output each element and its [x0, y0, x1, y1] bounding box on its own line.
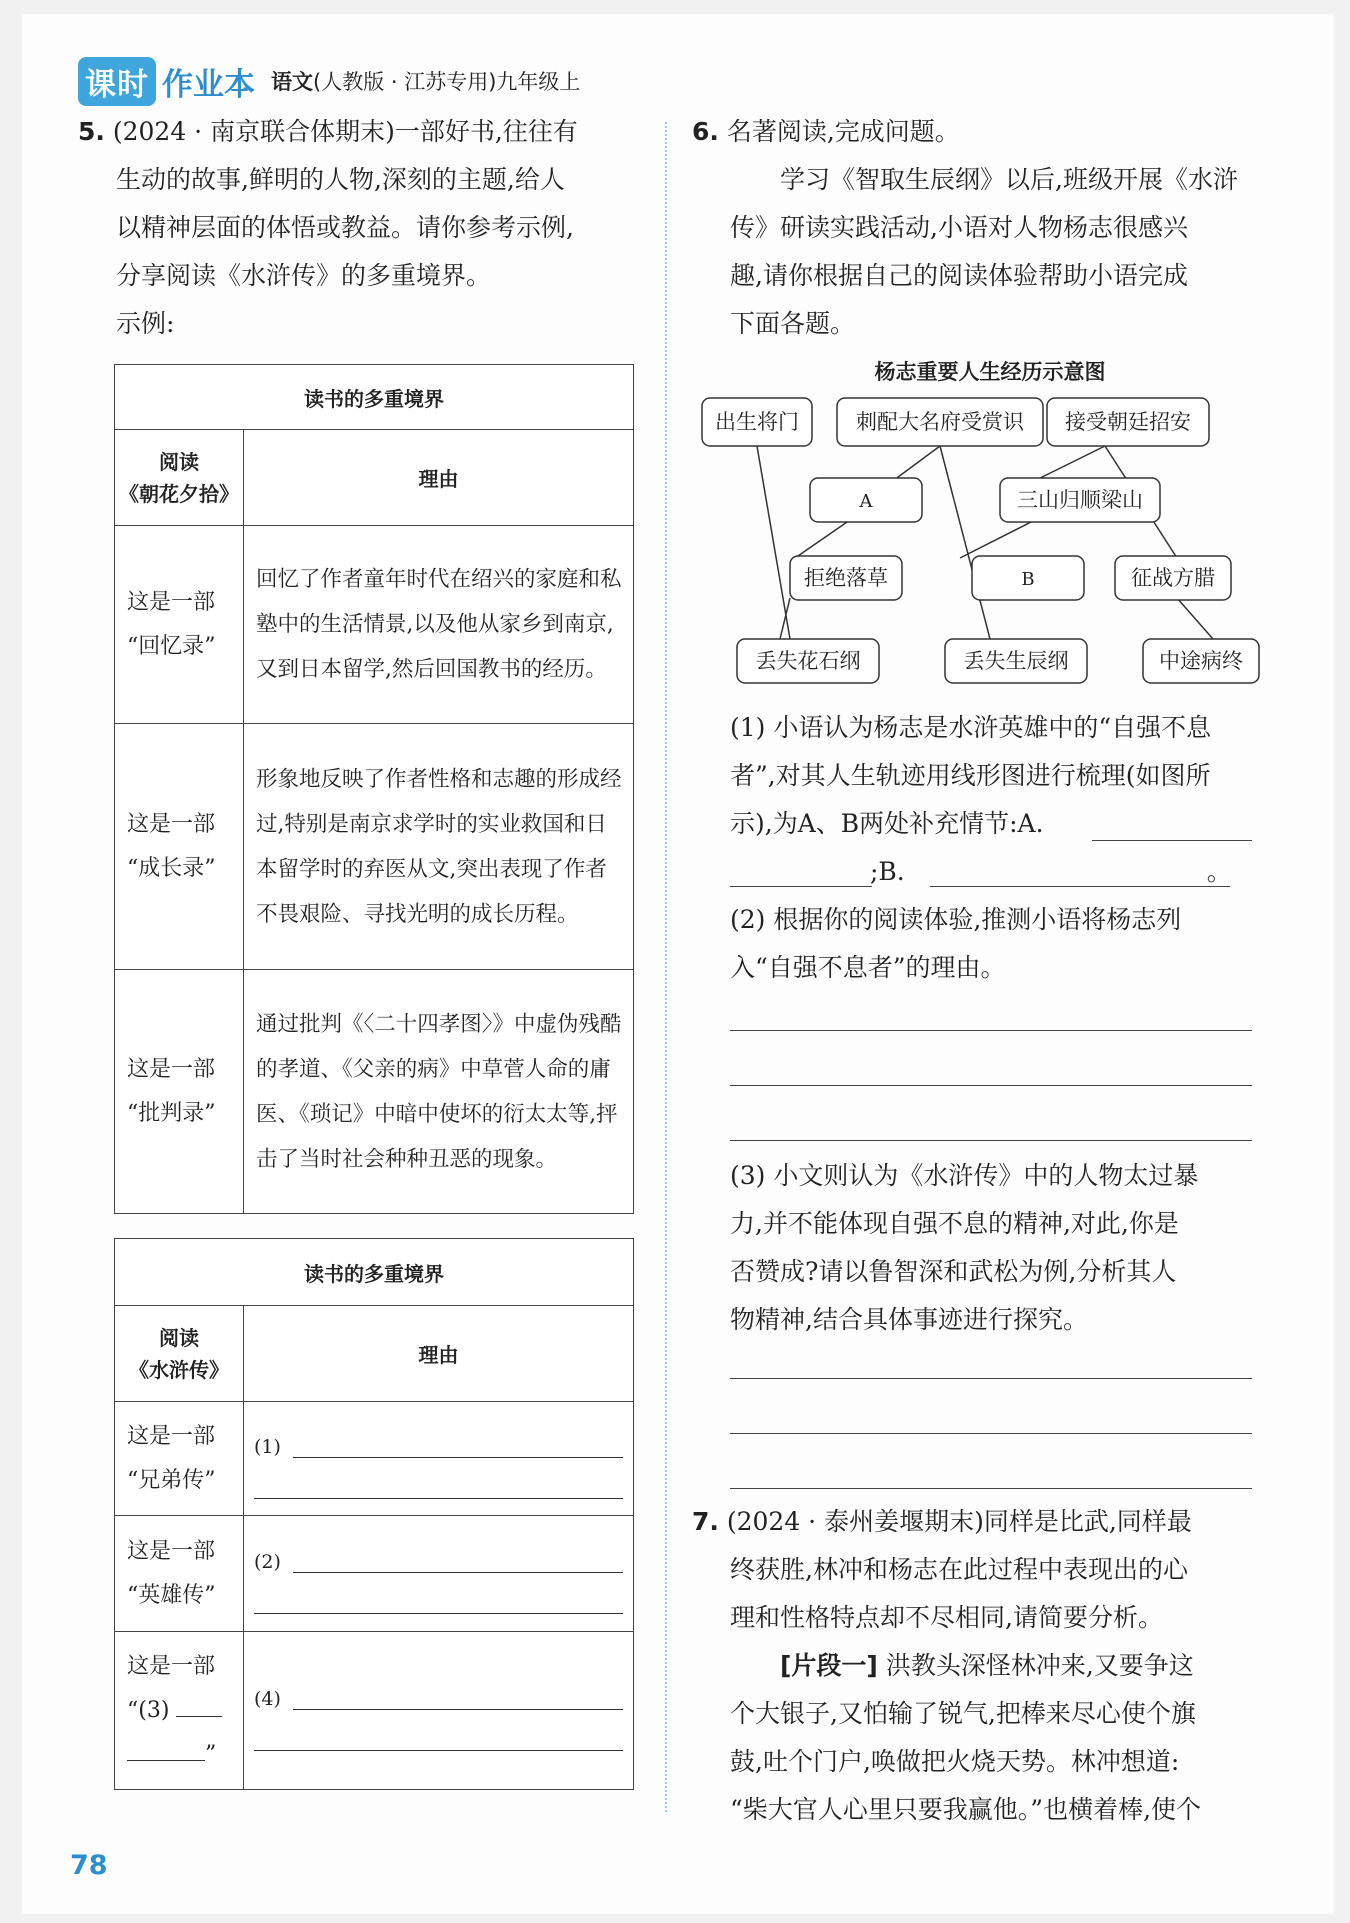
row-label-line: 这是一部 [127, 1653, 216, 1679]
table2-row [115, 1516, 634, 1632]
row-label-line: 这是一部 [127, 1056, 216, 1082]
node-b: B [1021, 569, 1035, 590]
table1-col1-header-line2: 《朝花夕拾》 [119, 481, 239, 506]
node-refuse: 拒绝落草 [804, 566, 888, 590]
q6-sub1-end: 。 [1206, 857, 1232, 886]
table1-row1-reason: 回忆了作者童年时代在绍兴的家庭和私塾中的生活情景,以及他从家乡到南京,又到日本留学,然后回国教书的经历。 [244, 526, 634, 724]
q5-text-3: 以精神层面的体悟或教益。请你参考示例, [116, 213, 574, 242]
q7-text-3: 理和性格特点却不尽相同,请简要分析。 [730, 1603, 1163, 1632]
q7-text-2: 终获胜,林冲和杨志在此过程中表现出的心 [730, 1555, 1188, 1584]
q6-sub2-line-2: 入“自强不息者”的理由。 [730, 953, 1006, 982]
brand-logo-zuoyeben: 作业本 [162, 66, 255, 103]
row-label-line: “回忆录” [127, 633, 216, 659]
table1-row3-label [115, 970, 244, 1214]
answer-line [293, 1435, 623, 1458]
q6-sub1-line-4 [730, 848, 1255, 896]
diagram-title: 杨志重要人生经历示意图 [874, 360, 1106, 384]
connector-assigned-lose-birthday [940, 446, 990, 639]
answer-line [254, 1458, 623, 1499]
table2-col1-header-line2: 《水浒传》 [129, 1357, 229, 1382]
table1-col1-header [115, 430, 244, 526]
blank-number: (2) [254, 1551, 281, 1573]
answer-line-sub3[interactable] [730, 1433, 1252, 1434]
answer-b-line[interactable] [930, 886, 1230, 887]
connector-a-refuse [795, 520, 850, 558]
question-7 [692, 1498, 1257, 1834]
table2-row3-label[interactable] [115, 1632, 244, 1790]
table2-row2-label [115, 1516, 244, 1632]
table2-title: 读书的多重境界 [115, 1239, 634, 1306]
q5-text-4: 分享阅读《水浒传》的多重境界。 [116, 261, 492, 290]
q6-subquestion-3 [730, 1152, 1255, 1344]
subject-label: 语文 [271, 70, 313, 94]
question-5 [78, 108, 643, 348]
q5-number: 5. [78, 117, 105, 146]
table1-row3-reason: 通过批判《〈二十四孝图〉》中虚伪残酷的孝道、《父亲的病》中草菅人命的庸医、《琐记》中暗中使坏的衍太太等,抨击了当时社会种种丑恶的现象。 [244, 970, 634, 1214]
q6-intro-2: 传》研读实践活动,小语对人物杨志很感兴 [730, 213, 1188, 242]
edition-label: (人教版 · 江苏专用)九年级上 [313, 70, 581, 94]
table1-row [115, 526, 634, 724]
q6-number: 6. [692, 117, 719, 146]
node-a: A [859, 491, 873, 512]
header-subtitle [271, 66, 580, 96]
answer-blank-1[interactable] [244, 1402, 634, 1516]
q6-sub1-line-3-text: 示),为A、B两处补充情节:A. [730, 809, 1044, 838]
q7-fragment-line-1 [692, 1642, 1257, 1690]
table2-col1-header-line1: 阅读 [159, 1325, 199, 1350]
table1-row1-label [115, 526, 244, 724]
q6-sub3-line-4: 物精神,结合具体事迹进行探究。 [730, 1305, 1088, 1334]
node-born: 出生将门 [715, 410, 799, 434]
column-divider [665, 122, 667, 1812]
q6-title-text: 名著阅读,完成问题。 [726, 117, 960, 146]
table2-row [115, 1402, 634, 1516]
blank-number: (1) [254, 1436, 281, 1458]
row-label-line: “批判录” [127, 1100, 216, 1126]
answer-a-line[interactable] [1092, 840, 1252, 841]
row-label-line [127, 1733, 242, 1777]
answer-blank-4[interactable] [244, 1632, 634, 1790]
diagram-connectors [757, 446, 1213, 639]
node-lose-stone: 丢失花石纲 [755, 649, 861, 673]
answer-line [127, 1760, 205, 1761]
answer-line [254, 1710, 623, 1751]
row-label-line: 这是一部 [127, 1423, 216, 1449]
answer-line [293, 1687, 623, 1710]
answer-table [114, 1238, 634, 1790]
q5-text-1: (2024 · 南京联合体期末)一部好书,往往有 [112, 117, 578, 146]
q6-intro-1: 学习《智取生辰纲》以后,班级开展《水浒 [780, 165, 1238, 194]
q7-number: 7. [692, 1507, 719, 1536]
connector-sanshan-b [960, 520, 1035, 558]
table2-col2-header: 理由 [244, 1306, 634, 1402]
answer-line-sub2[interactable] [730, 1030, 1252, 1031]
example-table [114, 364, 634, 1214]
q5-text-2: 生动的故事,鲜明的人物,深刻的主题,给人 [116, 165, 565, 194]
table2-row [115, 1632, 634, 1790]
q6-intro-3: 趣,请你根据自己的阅读体验帮助小语完成 [730, 261, 1188, 290]
row-label-line: “成长录” [127, 855, 216, 881]
brand-logo-ke-shi: 课时 [78, 57, 156, 106]
q6-title [692, 108, 1252, 156]
node-die: 中途病终 [1159, 649, 1243, 673]
table1-row2-label [115, 724, 244, 970]
node-campaign: 征战方腊 [1131, 566, 1215, 590]
answer-line-sub2[interactable] [730, 1140, 1252, 1141]
row-label-line: “英雄传” [127, 1582, 216, 1608]
table1-col1-header-line1: 阅读 [159, 449, 199, 474]
blank-3-suffix: ” [205, 1741, 217, 1767]
q6-subquestion-1 [730, 704, 1255, 896]
page-number: 78 [70, 1850, 108, 1881]
fragment-text-3: 鼓,吐个门户,唤做把火烧天势。林冲想道: [730, 1747, 1180, 1776]
q7-text-1: (2024 · 泰州姜堰期末)同样是比武,同样最 [726, 1507, 1192, 1536]
q6-sub2-line-1: (2) 根据你的阅读体验,推测小语将杨志列 [730, 905, 1182, 934]
fragment-text-4: “柴大官人心里只要我赢他。”也横着棒,使个 [730, 1795, 1202, 1824]
blank-number: (4) [254, 1688, 281, 1710]
q5-line-1 [78, 108, 643, 156]
answer-line-sub3[interactable] [730, 1378, 1252, 1379]
q6-sub1-b-label: ;B. [870, 857, 905, 886]
connector-campaign-die [1177, 598, 1213, 639]
answer-line-sub2[interactable] [730, 1085, 1252, 1086]
life-diagram [695, 386, 1285, 696]
table1-row2-reason: 形象地反映了作者性格和志趣的形成经过,特别是南京求学时的实业救国和日本留学时的弃医从文,突出表现了作者不畏艰险、寻找光明的成长历程。 [244, 724, 634, 970]
table2-col1-header [115, 1306, 244, 1402]
q6-sub1-line-2: 者”,对其人生轨迹用线形图进行梳理(如图所 [730, 761, 1211, 790]
row-label-line: 这是一部 [127, 811, 216, 837]
row-label-line: 这是一部 [127, 1538, 216, 1564]
row-label-line: “兄弟传” [127, 1467, 216, 1493]
table2-row1-label [115, 1402, 244, 1516]
connector-born-lose-stone [757, 446, 790, 639]
q6-intro-4: 下面各题。 [730, 309, 856, 338]
row-label-line [127, 1689, 242, 1733]
fragment-text-1: 洪教头深怪林冲来,又要争这 [885, 1651, 1194, 1680]
answer-line [176, 1716, 222, 1717]
q6-subquestion-2 [730, 896, 1255, 992]
example-label: 示例: [116, 309, 175, 338]
answer-line-sub3[interactable] [730, 1488, 1252, 1489]
table1-col2-header: 理由 [244, 430, 634, 526]
node-accept: 接受朝廷招安 [1065, 410, 1191, 434]
q6-sub1-line-1: (1) 小语认为杨志是水浒英雄中的“自强不息 [730, 713, 1212, 742]
table1-row [115, 970, 634, 1214]
table1-title: 读书的多重境界 [115, 365, 634, 430]
fragment-text-2: 个大银子,又怕输了锐气,把棒来尽心使个旗 [730, 1699, 1196, 1728]
row-label-line: 这是一部 [127, 589, 216, 615]
answer-blank-2[interactable] [244, 1516, 634, 1632]
q6-sub3-line-2: 力,并不能体现自强不息的精神,对此,你是 [730, 1209, 1179, 1238]
q7-line-1 [692, 1498, 1257, 1546]
fragment-one-label: [片段一] [780, 1651, 878, 1680]
page-header [78, 58, 580, 104]
node-sanshan: 三山归顺梁山 [1017, 488, 1143, 512]
q6-sub3-line-1: (3) 小文则认为《水浒传》中的人物太过暴 [730, 1161, 1199, 1190]
node-lose-birthday: 丢失生辰纲 [963, 649, 1069, 673]
table1-row [115, 724, 634, 970]
answer-line [254, 1573, 623, 1614]
blank-3-prefix: “(3) [127, 1697, 170, 1723]
node-assigned: 刺配大名府受赏识 [856, 410, 1024, 434]
q6-sub3-line-3: 否赞成?请以鲁智深和武松为例,分析其人 [730, 1257, 1177, 1286]
question-6 [692, 108, 1252, 348]
answer-line [293, 1550, 623, 1573]
answer-a-line-continued[interactable] [730, 886, 872, 887]
